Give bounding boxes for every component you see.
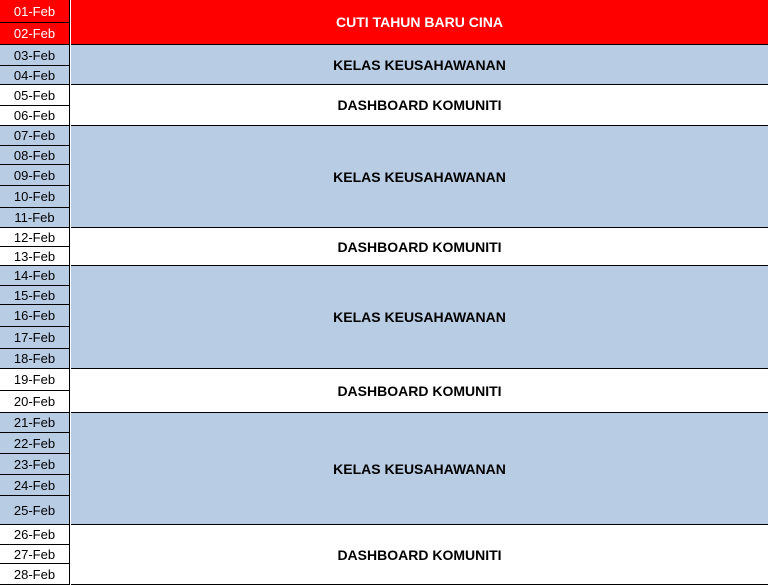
event-block-class: KELAS KEUSAHAWANAN [71,413,768,525]
date-cell: 21-Feb [0,413,70,433]
event-block-class: KELAS KEUSAHAWANAN [71,45,768,85]
date-cell: 01-Feb [0,0,70,23]
event-block-dashboard: DASHBOARD KOMUNITI [71,85,768,126]
event-block-class: KELAS KEUSAHAWANAN [71,126,768,228]
date-cell: 04-Feb [0,66,70,85]
date-cell: 28-Feb [0,564,70,585]
date-cell: 12-Feb [0,228,70,247]
date-cell: 18-Feb [0,349,70,369]
date-cell: 07-Feb [0,126,70,146]
date-cell: 02-Feb [0,23,70,45]
date-cell: 27-Feb [0,545,70,564]
date-cell: 06-Feb [0,106,70,126]
event-block-dashboard: DASHBOARD KOMUNITI [71,228,768,266]
date-cell: 23-Feb [0,454,70,475]
event-block-class: KELAS KEUSAHAWANAN [71,266,768,369]
date-cell: 10-Feb [0,186,70,208]
date-cell: 20-Feb [0,391,70,413]
date-cell: 15-Feb [0,286,70,305]
date-cell: 17-Feb [0,327,70,349]
date-cell: 08-Feb [0,146,70,165]
date-cell: 22-Feb [0,433,70,454]
date-cell: 25-Feb [0,496,70,525]
event-block-dashboard: DASHBOARD KOMUNITI [71,525,768,585]
date-cell: 11-Feb [0,208,70,228]
event-block-holiday: CUTI TAHUN BARU CINA [71,0,768,45]
date-cell: 03-Feb [0,45,70,66]
date-cell: 13-Feb [0,247,70,266]
date-cell: 16-Feb [0,305,70,327]
event-block-dashboard: DASHBOARD KOMUNITI [71,369,768,413]
date-cell: 19-Feb [0,369,70,391]
date-cell: 14-Feb [0,266,70,286]
date-cell: 09-Feb [0,165,70,186]
date-cell: 24-Feb [0,475,70,496]
date-cell: 05-Feb [0,85,70,106]
date-cell: 26-Feb [0,525,70,545]
